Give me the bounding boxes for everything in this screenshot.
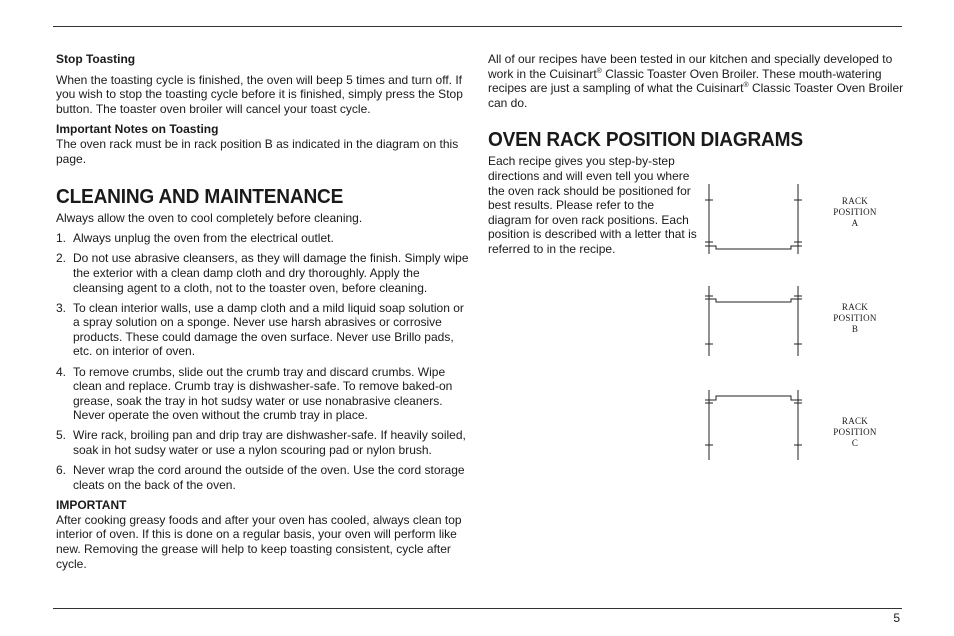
rack-label-a: RACK POSITION A xyxy=(833,196,877,228)
rack-diagram-b xyxy=(702,286,812,358)
list-item: 6. Never wrap the cord around the outside of the oven. Use the cord storage cleats on the back of the oven. xyxy=(56,463,465,492)
top-rule xyxy=(53,26,902,27)
stop-toasting-text: When the toasting cycle is finished, the oven will beep 5 times and turn off. If you wish to stop the toasting cycle before it is finished, simply press the Stop button. The toaster oven broiler will cancel your toast cycle. xyxy=(56,72,463,116)
list-item: 1. Always unplug the oven from the electrical outlet. xyxy=(56,231,334,246)
rack-diagram-a xyxy=(702,182,812,254)
important-text: After cooking greasy foods and after your oven has cooled, always clean top interior of oven. If this is done on a regular basis, your oven will perform like new. Removing the grease will help to keep toasting consistent, cycle after cycle. xyxy=(56,512,462,571)
important-heading: IMPORTANT xyxy=(56,498,127,513)
rack-label-c: RACK POSITION C xyxy=(833,416,877,448)
list-item: 4. To remove crumbs, slide out the crumb tray and discard crumbs. Wipe clean and replace. Crumb tray is dishwasher-safe. To remove baked-on grease, soak the tray in hot sudsy water or use nonabrasive cleaners. Never operate the oven without the crumb tray in place. xyxy=(56,364,453,423)
list-item: 2. Do not use abrasive cleansers, as they will damage the finish. Simply wipe the exterior with a clean damp cloth and dry thoroughly. Apply the cleansing agent to a cloth, not to the toaster oven, before cleaning. xyxy=(56,251,469,295)
rack-diagrams xyxy=(702,182,902,472)
cleaning-heading: CLEANING AND MAINTENANCE xyxy=(56,185,344,209)
list-item: 5. Wire rack, broiling pan and drip tray are dishwasher-safe. If heavily soiled, soak in hot sudsy water or use a nylon scouring pad or nylon brush. xyxy=(56,428,466,457)
page-number: 5 xyxy=(893,611,900,625)
rack-diagram-c xyxy=(702,390,812,462)
cleaning-intro: Always allow the oven to cool completely before cleaning. xyxy=(56,211,363,226)
diagrams-intro-block xyxy=(488,154,698,256)
diagrams-heading: OVEN RACK POSITION DIAGRAMS xyxy=(488,128,803,152)
important-notes-text: The oven rack must be in rack position B as indicated in the diagram on this page. xyxy=(56,136,459,166)
important-notes-heading: Important Notes on Toasting xyxy=(56,122,219,137)
stop-toasting-heading: Stop Toasting xyxy=(56,52,136,66)
left-column xyxy=(56,52,470,571)
recipes-intro: All of our recipes have been tested in our kitchen and specially developed to work in the Cuisinart® Classic Toaster Oven Broiler. These mouth-watering recipes are just a sampling of what the Cuisinart® Classic Toaster Oven Broiler can do. xyxy=(488,52,904,110)
cleaning-list xyxy=(56,231,470,492)
bottom-rule xyxy=(53,608,902,609)
diagrams-intro: Each recipe gives you step-by-step directions and will even tell you where the oven rack should be positioned for best results. Please refer to the diagram for oven rack positions. Each position is described with a letter that is referred to in the recipe. xyxy=(488,154,697,256)
list-item: 3. To clean interior walls, use a damp cloth and a mild liquid soap solution or a spray solution on a sponge. Never use harsh abrasives or corrosive products. These could damage the oven surface. Never use Brillo pads, etc. on interior of oven. xyxy=(56,300,464,359)
rack-label-b: RACK POSITION B xyxy=(833,302,877,334)
